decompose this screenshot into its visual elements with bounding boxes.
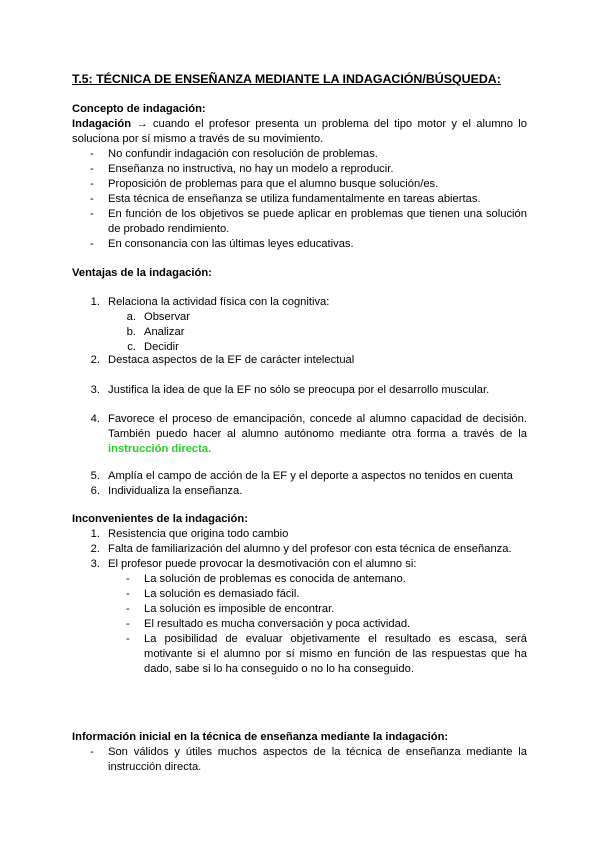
informacion-item-1-cont: instrucción directa. bbox=[108, 761, 202, 773]
ventajas-item-4-cont: También puedo hacer al alumno autónomo mediante otra forma a través de la bbox=[108, 428, 527, 440]
inconvenientes-item-2: Falta de familiarización del alumno y del profesor con esta técnica de enseñanza. bbox=[108, 543, 512, 555]
ventajas-item-3: Justifica la idea de que la EF no sólo se preocupa por el desarrollo muscular. bbox=[108, 384, 490, 396]
arrow-symbol: → bbox=[136, 118, 148, 130]
ventajas-sub-b: Analizar bbox=[144, 326, 185, 338]
concepto-term: Indagación bbox=[72, 118, 132, 130]
section-heading-ventajas: Ventajas de la indagación: bbox=[72, 267, 212, 279]
page-title: T.5: TÉCNICA DE ENSEÑANZA MEDIANTE LA INDAGACIÓN/BÚSQUEDA: bbox=[72, 72, 501, 86]
list-number: 1. bbox=[90, 528, 100, 540]
inconvenientes-sub-2: La solución es demasiado fácil. bbox=[144, 588, 300, 600]
ventajas-item-2: Destaca aspectos de la EF de carácter intelectual bbox=[108, 354, 355, 366]
bullet-dash: - bbox=[90, 148, 94, 160]
informacion-item-1: Son válidos y útiles muchos aspectos de la técnica de enseñanza mediante la bbox=[108, 746, 527, 758]
inconvenientes-item-3: El profesor puede provocar la desmotivación con el alumno si: bbox=[108, 558, 417, 570]
concepto-item-5: En función de los objetivos se puede aplicar en problemas que tienen una solución bbox=[108, 208, 527, 220]
bullet-dash: - bbox=[90, 163, 94, 175]
list-number: 3. bbox=[90, 384, 100, 396]
ventajas-item-4: Favorece el proceso de emancipación, concede al alumno capacidad de decisión. bbox=[108, 413, 527, 425]
list-number: 2. bbox=[90, 354, 100, 366]
list-letter: a. bbox=[126, 311, 136, 323]
concepto-definition-line-2: soluciona por sí mismo a través de su movimiento. bbox=[72, 133, 324, 145]
concepto-item-5-cont: de probado rendimiento. bbox=[108, 223, 230, 235]
bullet-dash: - bbox=[126, 633, 130, 645]
concepto-item-6: En consonancia con las últimas leyes educativas. bbox=[108, 238, 354, 250]
highlighted-term: instrucción directa. bbox=[108, 443, 212, 455]
list-number: 6. bbox=[90, 485, 100, 497]
list-number: 1. bbox=[90, 296, 100, 308]
inconvenientes-sub-5-end: dado, sabe si lo ha conseguido o no lo ha conseguido. bbox=[144, 663, 414, 675]
inconvenientes-item-1: Resistencia que origina todo cambio bbox=[108, 528, 289, 540]
concepto-item-2: Enseñanza no instructiva, no hay un modelo a reproducir. bbox=[108, 163, 394, 175]
concepto-definition-text: cuando el profesor presenta un problema del tipo motor y el alumno lo bbox=[147, 118, 528, 130]
inconvenientes-sub-1: La solución de problemas es conocida de antemano. bbox=[144, 573, 406, 585]
list-number: 5. bbox=[90, 470, 100, 482]
list-letter: b. bbox=[126, 326, 136, 338]
concepto-item-4: Esta técnica de enseñanza se utiliza fundamentalmente en tareas abiertas. bbox=[108, 193, 481, 205]
section-heading-concepto: Concepto de indagación: bbox=[72, 103, 206, 115]
list-letter: c. bbox=[127, 341, 136, 353]
bullet-dash: - bbox=[126, 603, 130, 615]
bullet-dash: - bbox=[126, 573, 130, 585]
bullet-dash: - bbox=[90, 178, 94, 190]
concepto-item-1: No confundir indagación con resolución de problemas. bbox=[108, 148, 378, 160]
bullet-dash: - bbox=[90, 746, 94, 758]
list-number: 4. bbox=[90, 413, 100, 425]
section-heading-inconvenientes: Inconvenientes de la indagación: bbox=[72, 513, 248, 525]
ventajas-sub-c: Decidir bbox=[144, 341, 179, 353]
ventajas-item-5: Amplía el campo de acción de la EF y el deporte a aspectos no tenidos en cuenta bbox=[108, 470, 513, 482]
ventajas-item-1: Relaciona la actividad física con la cognitiva: bbox=[108, 296, 330, 308]
inconvenientes-sub-5-cont: motivante si el alumno por sí mismo en función de las respuestas que ha bbox=[144, 648, 527, 660]
ventajas-item-6: Individualiza la enseñanza. bbox=[108, 485, 243, 497]
inconvenientes-sub-5: La posibilidad de evaluar objetivamente el resultado es escasa, será bbox=[144, 633, 527, 645]
bullet-dash: - bbox=[126, 618, 130, 630]
list-number: 2. bbox=[90, 543, 100, 555]
bullet-dash: - bbox=[90, 193, 94, 205]
section-heading-informacion: Información inicial en la técnica de enseñanza mediante la indagación: bbox=[72, 731, 449, 743]
list-number: 3. bbox=[90, 558, 100, 570]
concepto-definition-line-1 bbox=[72, 117, 527, 132]
ventajas-sub-a: Observar bbox=[144, 311, 191, 323]
bullet-dash: - bbox=[126, 588, 130, 600]
inconvenientes-sub-4: El resultado es mucha conversación y poca actividad. bbox=[144, 618, 411, 630]
bullet-dash: - bbox=[90, 238, 94, 250]
inconvenientes-sub-3: La solución es imposible de encontrar. bbox=[144, 603, 335, 615]
bullet-dash: - bbox=[90, 208, 94, 220]
concepto-item-3: Proposición de problemas para que el alumno busque solución/es. bbox=[108, 178, 439, 190]
